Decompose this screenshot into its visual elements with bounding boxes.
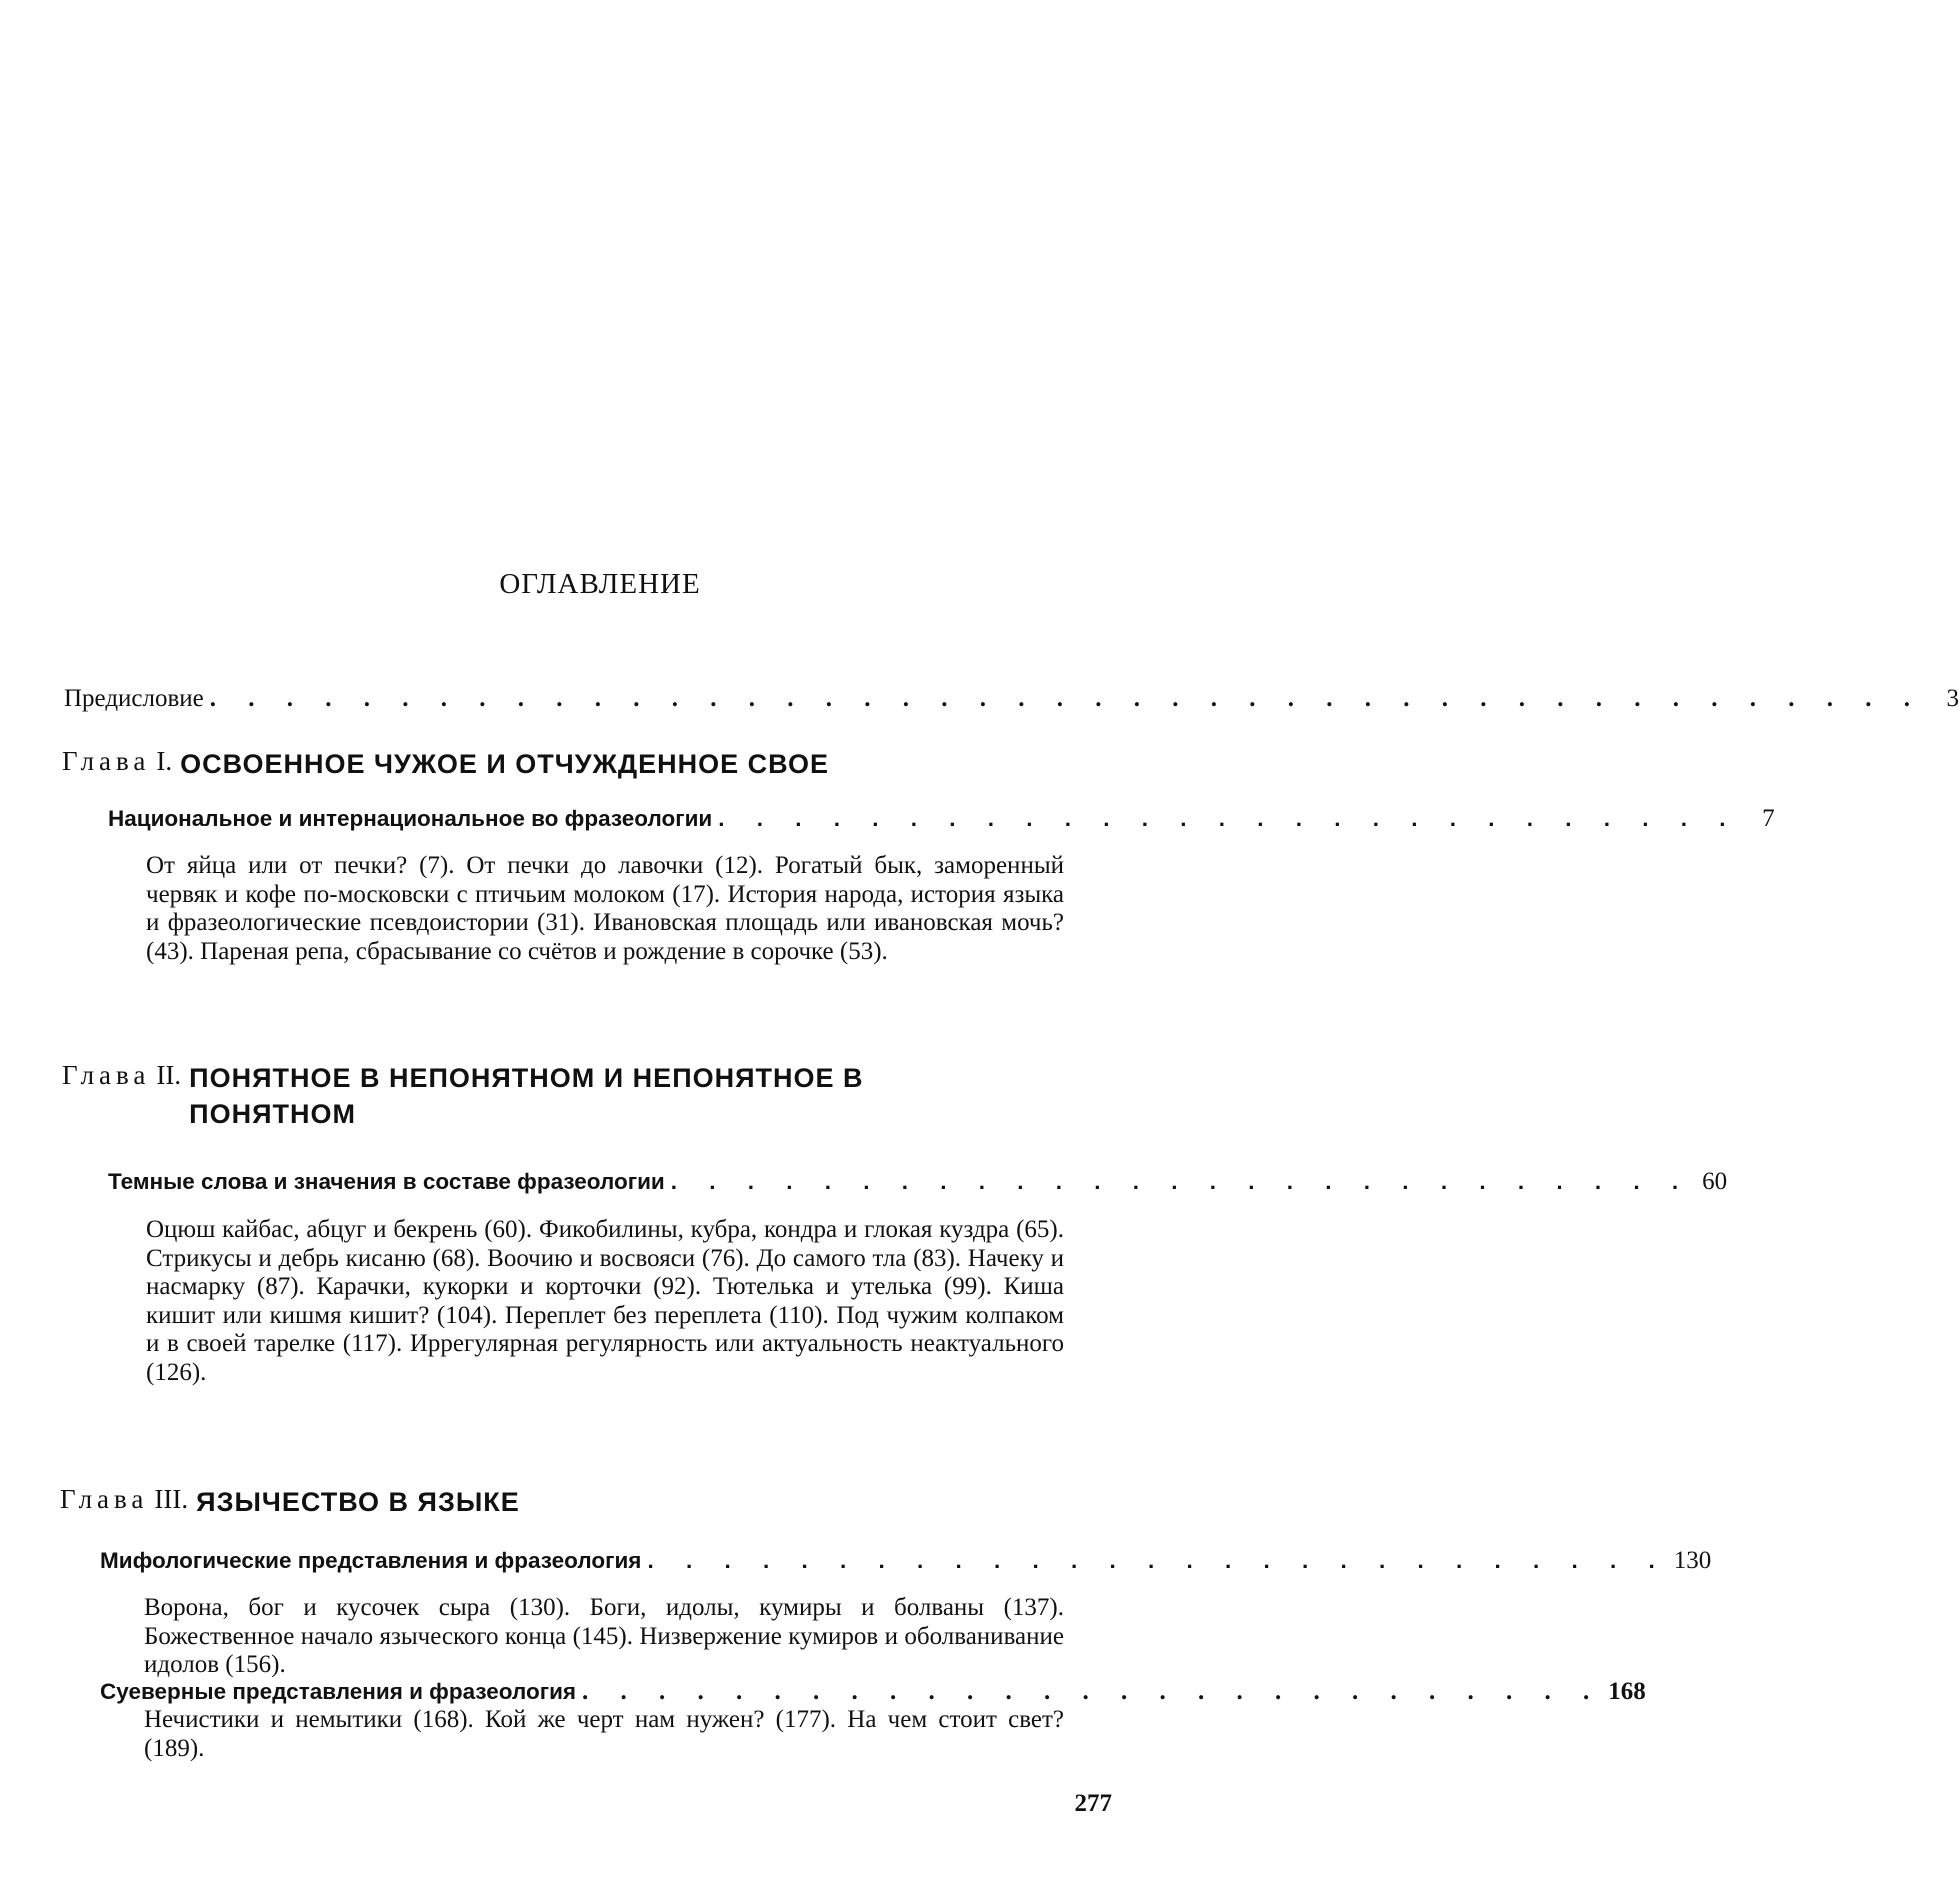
toc-title: ОГЛАВЛЕНИЕ [499, 568, 701, 600]
entry-page-number: 7 [1762, 805, 1775, 832]
section-description: Ворона, бог и кусочек сыра (130). Боги, идолы, кумиры и болваны (137). Божественное начало языческого конца (145). Низвержение кумиров и оболванивание идолов (156). [144, 1594, 1064, 1678]
toc-entry-section[interactable] [108, 1168, 1728, 1196]
entry-label: Темные слова и значения в составе фразеологии [108, 1169, 665, 1194]
chapter-prefix: Глава [62, 1060, 151, 1090]
dot-leader: . . . . . . . . . . . . . . . . . . . . . . . . . . . . . . . . . . . . . . . . . . . . . [209, 685, 1924, 712]
chapter-title: ОСВОЕННОЕ ЧУЖОЕ И ОТЧУЖДЕННОЕ СВОЕ [180, 749, 830, 779]
entry-label: Мифологические представления и фразеология [100, 1548, 642, 1573]
toc-entry-section[interactable] [100, 1678, 1646, 1706]
dot-leader: . . . . . . . . . . . . . . . . . . . . . . . . . . . [647, 1548, 1668, 1573]
chapter-heading-2[interactable] [62, 1060, 1072, 1132]
chapter-prefix: Глава [62, 746, 151, 776]
entry-label: Предисловие [64, 685, 204, 712]
chapter-prefix: Глава [60, 1484, 149, 1514]
entry-label: Национальное и интернациональное во фразеологии [108, 806, 713, 831]
section-description: Оцюш кайбас, абцуг и бекрень (60). Фикобилины, кубра, кондра и глокая куздра (65). Стрикусы и дебрь кисаню (68). Воочию и восвояси (76). До самого тла (83). Начеку и насмарку (87). Карачки, кукорки и корточки (92). Тютелька и утелька (99). Киша кишит или кишмя кишит? (104). Переплет без переплета (110). Под чужим колпаком и в своей тарелке (117). Иррегулярная регулярность или актуальность неактуального (126). [146, 1216, 1064, 1386]
chapter-title: ПОНЯТНОЕ В НЕПОНЯТНОМ И НЕПОНЯТНОЕ В ПОНЯТНОМ [189, 1063, 864, 1129]
dot-leader: . . . . . . . . . . . . . . . . . . . . . . . . . . . [582, 1678, 1603, 1705]
dot-leader: . . . . . . . . . . . . . . . . . . . . . . . . . . . [670, 1169, 1692, 1194]
chapter-number: III. [154, 1484, 189, 1514]
section-description: Нечистики и немытики (168). Кой же черт нам нужен? (177). На чем стоит свет? (189). [144, 1706, 1064, 1762]
chapter-number: I. [156, 746, 173, 776]
entry-page-number: 3 [1946, 685, 1959, 712]
entry-page-number: 60 [1702, 1168, 1728, 1195]
entry-page-number: 130 [1673, 1547, 1712, 1574]
toc-entry-preface[interactable] [64, 685, 1959, 713]
chapter-heading-3[interactable] [60, 1484, 1060, 1520]
page-number: 277 [1074, 1790, 1112, 1817]
chapter-heading-1[interactable] [62, 746, 1062, 782]
entry-label: Суеверные представления и фразеология [100, 1679, 577, 1704]
chapter-title: ЯЗЫЧЕСТВО В ЯЗЫКЕ [196, 1487, 520, 1517]
dot-leader: . . . . . . . . . . . . . . . . . . . . . . . . . . . [718, 806, 1739, 831]
section-description: От яйца или от печки? (7). От печки до лавочки (12). Рогатый бык, заморенный червяк и кофе по-московски с птичьим молоком (17). История народа, история языка и фразеологические псевдоистории (31). Ивановская площадь или ивановская мочь? (43). Пареная репа, сбрасывание со счётов и рождение в сорочке (53). [146, 852, 1064, 965]
toc-entry-section[interactable] [100, 1547, 1712, 1575]
toc-entry-section[interactable] [108, 805, 1775, 833]
entry-page-number: 168 [1608, 1678, 1646, 1705]
chapter-number: II. [156, 1060, 182, 1090]
